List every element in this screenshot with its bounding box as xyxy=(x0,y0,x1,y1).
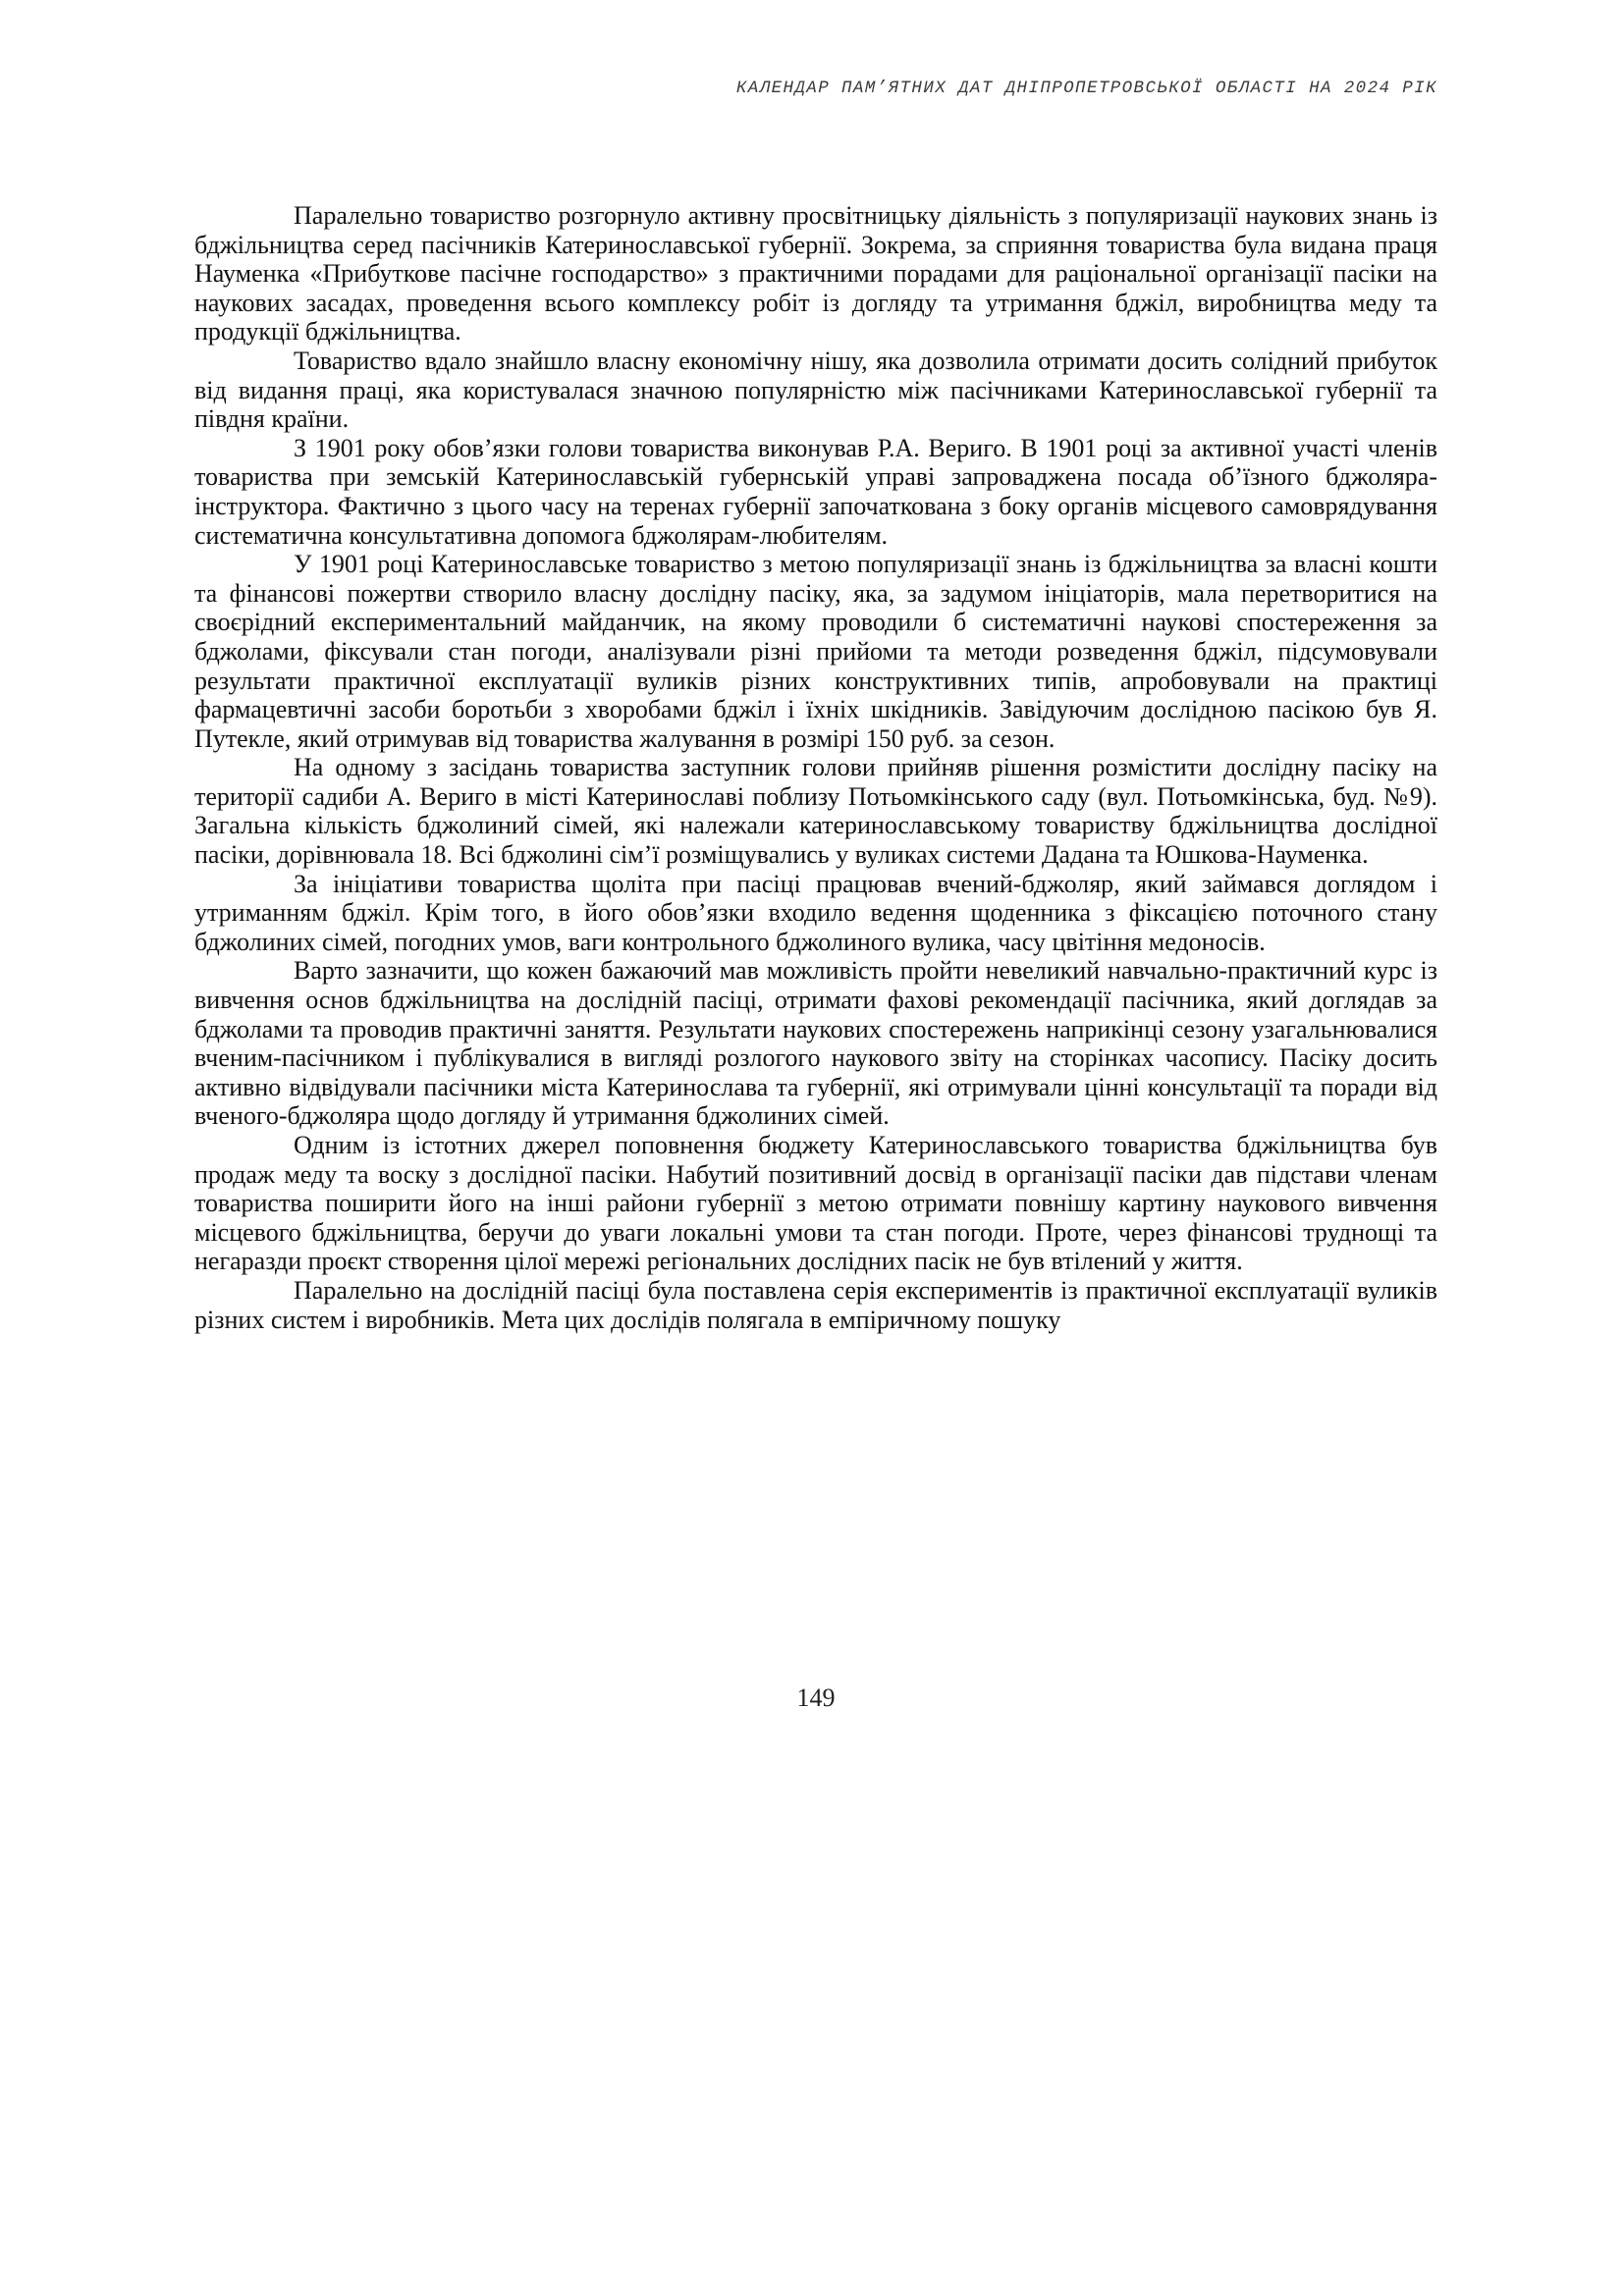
page-number: 149 xyxy=(796,1683,836,1712)
paragraph: На одному з засідань товариства заступник голови прийняв рішення розмістити дослідну пасіку на території садиби А. Вериго в місті Катеринославі поблизу Потьомкінського саду (вул. Потьомкінська, буд. №9). Загальна кількість бджолиний сімей, які належали катеринославському товариству бджільництва дослідної пасіки, дорівнювала 18. Всі бджолині сім’ї розміщувались у вуликах системи Дадана та Юшкова-Науменка. xyxy=(194,753,1437,870)
paragraph: З 1901 року обов’язки голови товариства виконував Р.А. Вериго. В 1901 році за активної участі членів товариства при земській Катеринославській губернській управі запроваджена посада об’їзного бджоляра-інструктора. Фактично з цього часу на теренах губернії започаткована з боку органів місцевого самоврядування систематична консультативна допомога бджолярам-любителям. xyxy=(194,433,1437,550)
paragraph: Товариство вдало знайшло власну економічну нішу, яка дозволила отримати досить солідний прибуток від видання праці, яка користувалася значною популярністю між пасічниками Катеринославської губернії та півдня країни. xyxy=(194,346,1437,434)
paragraph: Варто зазначити, що кожен бажаючий мав можливість пройти невеликий навчально-практичний курс із вивчення основ бджільництва на дослідній пасіці, отримати фахові рекомендації пасічника, який доглядав за бджолами та проводив практичні заняття. Результати наукових спостережень наприкінці сезону узагальнювалися вченим-пасічником і публікувалися в вигляді розлогого наукового звіту на сторінках часопису. Пасіку досить активно відвідували пасічники міста Катеринослава та губернії, які отримували цінні консультації та поради від вченого-бджоляра щодо догляду й утримання бджолиних сімей. xyxy=(194,956,1437,1131)
paragraph: Одним із істотних джерел поповнення бюджету Катеринославського товариства бджільництва був продаж меду та воску з дослідної пасіки. Набутий позитивний досвід в організації пасіки дав підстави членам товариства поширити його на інші райони губернії з метою отримати повнішу картину наукового вивчення місцевого бджільництва, беручи до уваги локальні умови та стан погоди. Проте, через фінансові труднощі та негаразди проєкт створення цілої мережі регіональних дослідних пасік не був втілений у життя. xyxy=(194,1131,1437,1276)
body-text xyxy=(194,201,1437,1334)
paragraph: Паралельно товариство розгорнуло активну просвітницьку діяльність з популяризації наукових знань із бджільництва серед пасічників Катеринославської губернії. Зокрема, за сприяння товариства була видана праця Науменка «Прибуткове пасічне господарство» з практичними порадами для раціональної організації пасіки на наукових засадах, проведення всього комплексу робіт із догляду та утримання бджіл, виробництва меду та продукції бджільництва. xyxy=(194,201,1437,347)
paragraph: За ініціативи товариства щоліта при пасіці працював вчений-бджоляр, який займався доглядом і утриманням бджіл. Крім того, в його обов’язки входило ведення щоденника з фіксацією поточного стану бджолиних сімей, погодних умов, ваги контрольного бджолиного вулика, часу цвітіння медоносів. xyxy=(194,869,1437,956)
running-header: КАЛЕНДАР ПАМ’ЯТНИХ ДАТ ДНІПРОПЕТРОВСЬКОЇ ОБЛАСТІ НА 2024 РІК xyxy=(735,79,1437,98)
paragraph: У 1901 році Катеринославське товариство з метою популяризації знань із бджільництва за власні кошти та фінансові пожертви створило власну дослідну пасіку, яка, за задумом ініціаторів, мала перетворитися на своєрідний експериментальний майданчик, на якому проводили б систематичні наукові спостереження за бджолами, фіксували стан погоди, аналізували різні прийоми та методи розведення бджіл, підсумовували результати практичної експлуатації вуликів різних конструктивних типів, апробовували на практиці фармацевтичні засоби боротьби з хворобами бджіл і їхніх шкідників. Завідуючим дослідною пасікою був Я. Путекле, який отримував від товариства жалування в розмірі 150 руб. за сезон. xyxy=(194,550,1437,753)
paragraph: Паралельно на дослідній пасіці була поставлена серія експериментів із практичної експлуатації вуликів різних систем і виробників. Мета цих дослідів полягала в емпіричному пошуку xyxy=(194,1275,1437,1334)
